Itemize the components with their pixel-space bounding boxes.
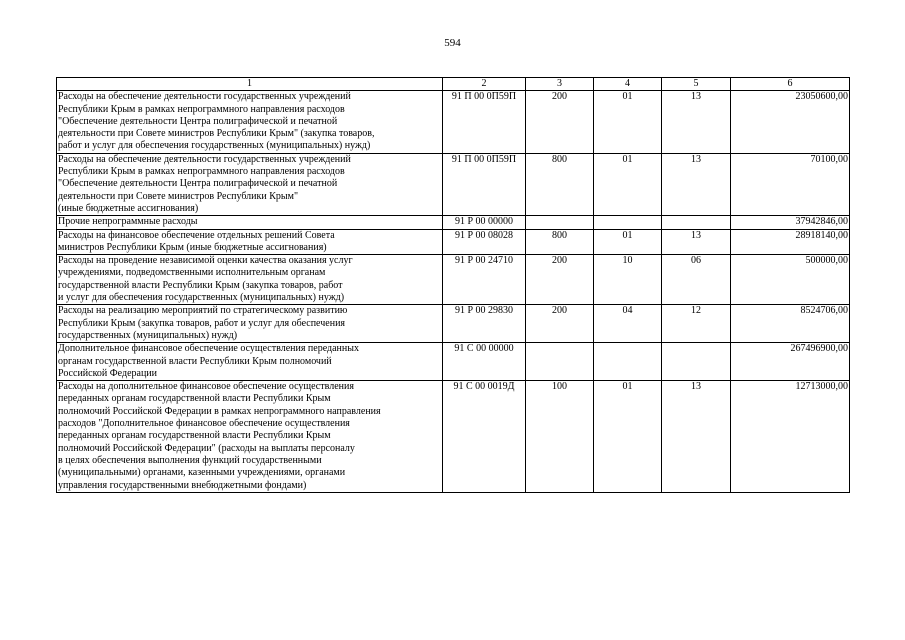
section-code: 10 (594, 255, 662, 305)
budget-code: 91 С 00 00000 (443, 343, 526, 381)
description-line: "Обеспечение деятельности Центра полиграфической и печатной (58, 115, 338, 127)
description-line: Расходы на реализацию мероприятий по стратегическому развитию (58, 305, 348, 317)
subsection-code: 13 (662, 153, 731, 215)
table-row (57, 343, 850, 381)
amount: 500000,00 (731, 255, 850, 305)
subsection-code (662, 216, 731, 229)
expense-description (57, 216, 443, 229)
subsection-code: 13 (662, 381, 731, 493)
column-header-2: 2 (443, 78, 526, 91)
expense-type: 800 (526, 153, 594, 215)
expense-description (57, 343, 443, 381)
budget-code: 91 Р 00 00000 (443, 216, 526, 229)
amount: 8524706,00 (731, 305, 850, 343)
description-line: полномочий Российской Федерации" (расходы на выплаты персоналу (58, 442, 355, 454)
description-line: учреждениями, подведомственными исполнительным органам (58, 267, 326, 279)
subsection-code: 12 (662, 305, 731, 343)
expense-type: 100 (526, 381, 594, 493)
amount: 28918140,00 (731, 229, 850, 255)
description-line: государственных (муниципальных) нужд) (58, 329, 238, 341)
description-line: Расходы на финансовое обеспечение отдельных решений Совета (58, 229, 335, 241)
subsection-code: 13 (662, 91, 731, 153)
column-header-4: 4 (594, 78, 662, 91)
description-line: полномочий Российской Федерации в рамках непрограммного направления (58, 405, 381, 417)
budget-table (56, 77, 850, 493)
column-header-5: 5 (662, 78, 731, 91)
description-line: переданных органам государственной власти Республики Крым (58, 430, 331, 442)
description-line: Расходы на обеспечение деятельности государственных учреждений (58, 91, 351, 103)
budget-code: 91 П 00 0П59П (443, 153, 526, 215)
column-header-3: 3 (526, 78, 594, 91)
description-line: государственной власти Республики Крым (закупка товаров, работ (58, 279, 343, 291)
table-row (57, 305, 850, 343)
section-code: 01 (594, 381, 662, 493)
description-line: (муниципальными) органами, казенными учреждениями, органами (58, 467, 346, 479)
column-header-1: 1 (57, 78, 443, 91)
expense-type: 800 (526, 229, 594, 255)
section-code: 04 (594, 305, 662, 343)
description-line: и услуг для обеспечения государственных (муниципальных) нужд) (58, 292, 345, 304)
expense-type: 200 (526, 255, 594, 305)
table-row (57, 153, 850, 215)
subsection-code (662, 343, 731, 381)
description-line: министров Республики Крым (иные бюджетные ассигнования) (58, 241, 327, 253)
expense-type: 200 (526, 91, 594, 153)
expense-description (57, 255, 443, 305)
amount: 37942846,00 (731, 216, 850, 229)
amount: 12713000,00 (731, 381, 850, 493)
description-line: деятельности при Совете министров Республики Крым" (закупка товаров, (58, 128, 375, 140)
expense-description (57, 229, 443, 255)
description-line: переданных органам государственной власти Республики Крым (58, 393, 331, 405)
budget-code: 91 Р 00 08028 (443, 229, 526, 255)
expense-type (526, 216, 594, 229)
expense-description (57, 381, 443, 493)
description-line: Расходы на дополнительное финансовое обеспечение осуществления (58, 381, 354, 393)
table-row (57, 229, 850, 255)
description-line: расходов "Дополнительное финансовое обеспечение осуществления (58, 418, 350, 430)
section-code (594, 216, 662, 229)
budget-code: 91 Р 00 29830 (443, 305, 526, 343)
description-line: (иные бюджетные ассигнования) (58, 202, 199, 214)
expense-description (57, 91, 443, 153)
description-line: управления государственными внебюджетными фондами) (58, 479, 307, 491)
section-code: 01 (594, 153, 662, 215)
amount: 23050600,00 (731, 91, 850, 153)
section-code (594, 343, 662, 381)
table-row (57, 91, 850, 153)
budget-table-body (57, 78, 850, 493)
header-row (57, 78, 850, 91)
subsection-code: 13 (662, 229, 731, 255)
description-line: Дополнительное финансовое обеспечение осуществления переданных (58, 343, 359, 355)
description-line: органам государственной власти Республики Крым полномочий (58, 355, 332, 367)
section-code: 01 (594, 229, 662, 255)
description-line: Российской Федерации (58, 367, 158, 379)
table-row (57, 216, 850, 229)
amount: 70100,00 (731, 153, 850, 215)
expense-description (57, 305, 443, 343)
page-number: 594 (444, 37, 461, 49)
budget-code: 91 Р 00 24710 (443, 255, 526, 305)
description-line: работ и услуг для обеспечения государственных (муниципальных) нужд) (58, 140, 371, 152)
description-line: Расходы на обеспечение деятельности государственных учреждений (58, 153, 351, 165)
expense-type: 200 (526, 305, 594, 343)
table-row (57, 255, 850, 305)
expense-type (526, 343, 594, 381)
description-line: в целях обеспечения выполнения функций государственными (58, 454, 322, 466)
section-code: 01 (594, 91, 662, 153)
budget-code: 91 С 00 0019Д (443, 381, 526, 493)
amount: 267496900,00 (731, 343, 850, 381)
table-row (57, 381, 850, 493)
description-line: Расходы на проведение независимой оценки качества оказания услуг (58, 255, 353, 267)
description-line: Республики Крым (закупка товаров, работ и услуг для обеспечения (58, 317, 346, 329)
description-line: Прочие непрограммные расходы (58, 216, 198, 228)
budget-code: 91 П 00 0П59П (443, 91, 526, 153)
description-line: Республики Крым в рамках непрограммного направления расходов (58, 166, 345, 178)
description-line: деятельности при Совете министров Республики Крым" (58, 190, 299, 202)
column-header-6: 6 (731, 78, 850, 91)
description-line: Республики Крым в рамках непрограммного направления расходов (58, 103, 345, 115)
description-line: "Обеспечение деятельности Центра полиграфической и печатной (58, 178, 338, 190)
subsection-code: 06 (662, 255, 731, 305)
expense-description (57, 153, 443, 215)
